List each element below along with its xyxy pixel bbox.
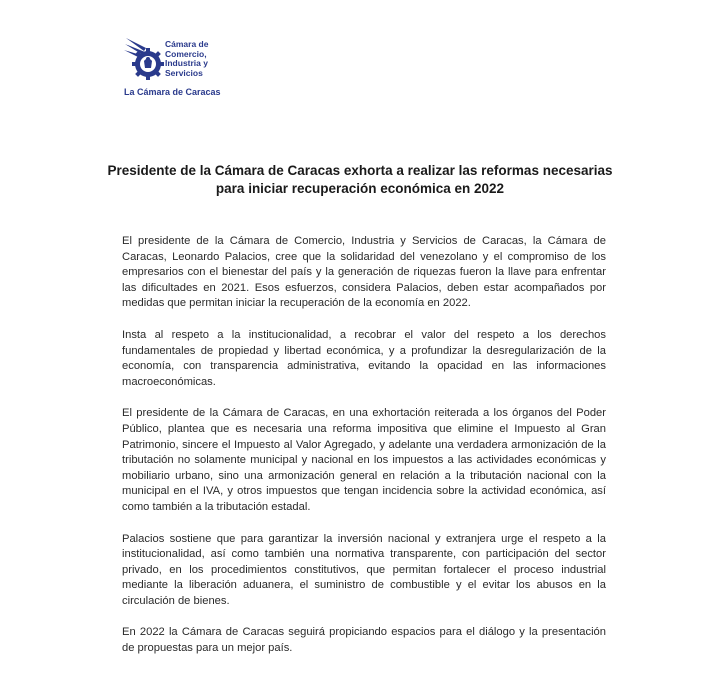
title-line: Presidente de la Cámara de Caracas exhorta a realizar las reformas necesarias bbox=[107, 163, 613, 179]
body-paragraph: Palacios sostiene que para garantizar la inversión nacional y extranjera urge el respeto a la institucionalidad, así como también una normativa transparente, con participación del sector privado, en los procedimientos constitutivos, que permitan fortalecer el proceso industrial mediante la liberación aduanera, el suministro de combustible y el evitar los abusos en la circulación de bienes. bbox=[122, 532, 606, 607]
title-line: para iniciar recuperación económica en 2022 bbox=[215, 181, 505, 197]
logo-name-line: Industria y bbox=[165, 58, 208, 68]
logo-name-line: Servicios bbox=[165, 67, 203, 78]
body-paragraph: En 2022 la Cámara de Caracas seguirá propiciando espacios para el diálogo y la presentación de propuestas para un mejor país. bbox=[122, 626, 606, 655]
body-paragraph: El presidente de la Cámara de Caracas, en una exhortación reiterada a los órganos del Poder Público, plantea que es necesaria una reforma impositiva que elimine el Impuesto al Gran Patrimonio, sincere el Impuesto al Valor Agregado, y adelante una verdadera armonización de la tributación no solamente municipal y nacional en los impuestos a las actividades económicas y mobiliario urbano, sino una armonización general en relación a la tributación nacional con la municipal en el IVA, y otros impuestos que tengan incidencia sobre la actividad económica, así como también a la tributación estadal. bbox=[122, 407, 606, 513]
chamber-logo bbox=[124, 34, 244, 106]
chamber-tagline: La Cámara de Caracas bbox=[124, 87, 221, 97]
logo-name-line: Cámara de bbox=[165, 39, 209, 49]
document-title bbox=[100, 162, 620, 198]
chamber-emblem-icon bbox=[124, 34, 164, 82]
logo-name-line: Comercio, bbox=[165, 48, 207, 59]
chamber-name bbox=[165, 40, 208, 78]
body-paragraph: Insta al respeto a la institucionalidad, a recobrar el valor del respeto a los derechos fundamentales de propiedad y libertad económica, y a profundizar la desregularización de la economía, con transparencia administrativa, evitando la opacidad en las informaciones macroeconómicas. bbox=[122, 328, 606, 388]
body-paragraph: El presidente de la Cámara de Comercio, Industria y Servicios de Caracas, la Cámara de Caracas, Leonardo Palacios, cree que la solidaridad del venezolano y el compromiso de los empresarios con el bienestar del país y la generación de riquezas fueron la llave para enfrentar las dificultades en 2021. Esos esfuerzos, considera Palacios, deben estar acompañados por medidas que permitan iniciar la recuperación de la economía en 2022. bbox=[122, 235, 606, 310]
document-body bbox=[122, 234, 606, 673]
